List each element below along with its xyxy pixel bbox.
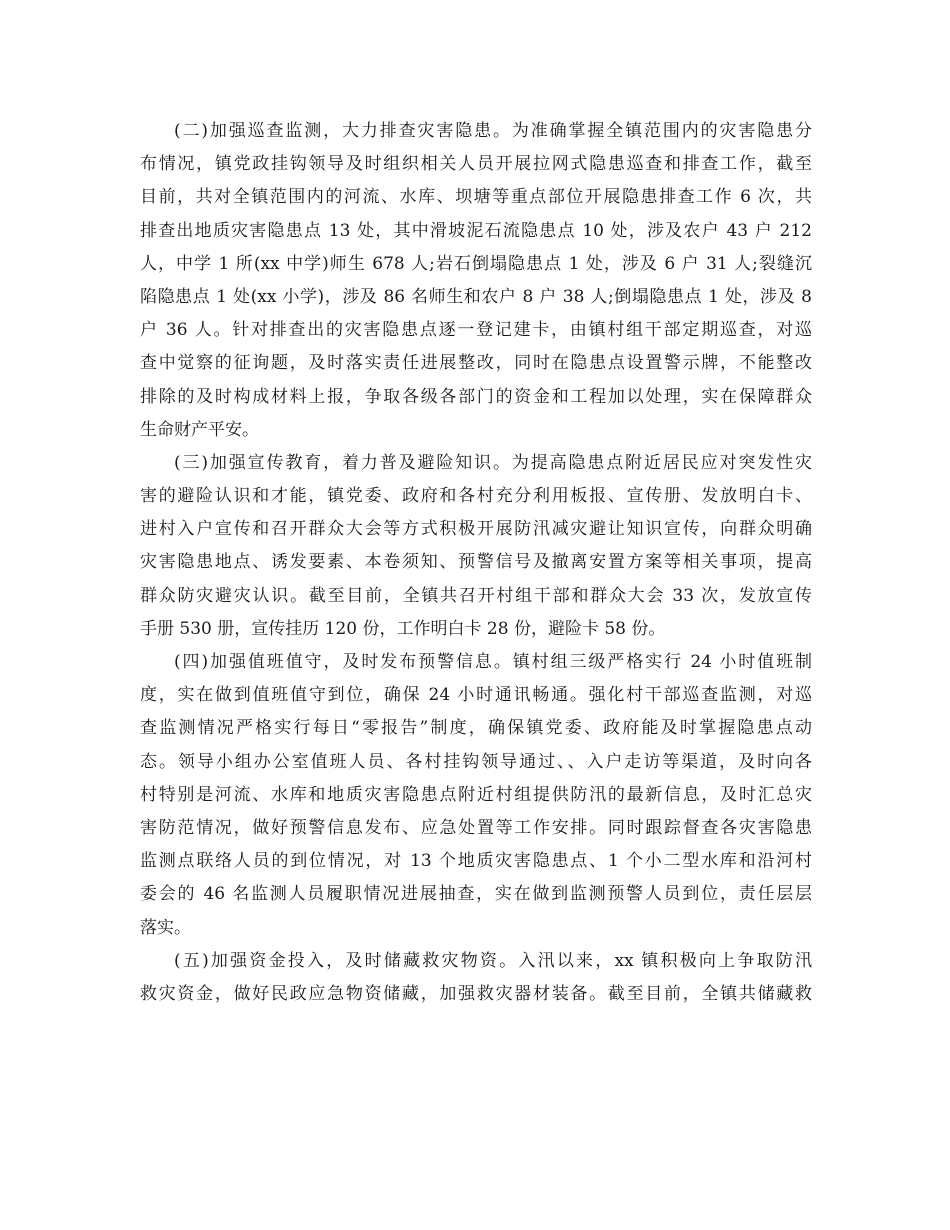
text-line: 灾害隐患地点、诱发要素、本卷须知、预警信号及撤离安置方案等相关事项，提高	[140, 552, 812, 573]
text-line: (三)加强宣传教育，着力普及避险知识。为提高隐患点附近居民应对突发性灾	[174, 452, 812, 473]
text-line: 进村入户宣传和召开群众大会等方式积极开展防汛减灾避让知识宣传，向群众明确	[140, 519, 812, 540]
text-line: (二)加强巡查监测，大力排查灾害隐患。为准确掌握全镇范围内的灾害隐患分	[174, 121, 812, 141]
document-page	[140, 115, 812, 1011]
text-line: 户 36 人。针对排查出的灾害隐患点逐一登记建卡，由镇村组干部定期巡查，对巡	[140, 320, 812, 341]
text-line: 陷隐患点 1 处(xx 小学)，涉及 86 名师生和农户 8 户 38 人;倒塌隐患点 1 处，涉及 8	[140, 286, 812, 307]
paragraph-2	[140, 115, 812, 447]
text-line: 群众防灾避灾认识。截至目前，全镇共召开村组干部和群众大会 33 次，发放宣传	[140, 585, 812, 606]
text-line: 害的避险认识和才能，镇党委、政府和各村充分利用板报、宣传册、发放明白卡、	[140, 486, 812, 507]
text-line: 生命财产平安。	[140, 419, 259, 440]
text-line: 态。领导小组办公室值班人员、各村挂钩领导通过、、入户走访等渠道，及时向各	[140, 751, 812, 772]
text-line: (五)加强资金投入，及时储藏救灾物资。入汛以来，xx 镇积极向上争取防汛	[174, 950, 812, 971]
text-line: 监测点联络人员的到位情况，对 13 个地质灾害隐患点、1 个小二型水库和沿河村	[140, 851, 812, 872]
text-line: 查监测情况严格实行每日“零报告”制度，确保镇党委、政府能及时掌握隐患点动	[140, 718, 812, 739]
text-line: 害防范情况，做好预警信息发布、应急处置等工作安排。同时跟踪督查各灾害隐患	[140, 817, 812, 838]
text-line: (四)加强值班值守，及时发布预警信息。镇村组三级严格实行 24 小时值班制	[174, 652, 812, 672]
text-line: 排查出地质灾害隐患点 13 处，其中滑坡泥石流隐患点 10 处，涉及农户 43 户 212	[140, 220, 812, 241]
text-line: 村特别是河流、水库和地质灾害隐患点附近村组提供防汛的最新信息，及时汇总灾	[140, 784, 812, 805]
text-line: 救灾资金，做好民政应急物资储藏，加强救灾器材装备。截至目前，全镇共储藏救	[140, 983, 812, 1004]
text-line: 排除的及时构成材料上报，争取各级各部门的资金和工程加以处理，实在保障群众	[140, 386, 812, 407]
text-line: 查中觉察的征询题，及时落实责任进展整改，同时在隐患点设置警示牌，不能整改	[140, 353, 812, 374]
text-line: 落实。	[140, 917, 191, 938]
text-line: 度，实在做到值班值守到位，确保 24 小时通讯畅通。强化村干部巡查监测，对巡	[140, 685, 812, 706]
text-line: 人，中学 1 所(xx 中学)师生 678 人;岩石倒塌隐患点 1 处，涉及 6 户 31 人;裂缝沉	[140, 253, 812, 274]
text-line: 布情况，镇党政挂钩领导及时组织相关人员开展拉网式隐患巡查和排查工作，截至	[140, 154, 812, 175]
text-line: 委会的 46 名监测人员履职情况进展抽查，实在做到监测预警人员到位，责任层层	[140, 884, 812, 905]
text-line: 目前，共对全镇范围内的河流、水库、坝塘等重点部位开展隐患排查工作 6 次，共	[140, 187, 812, 208]
paragraph-4	[140, 646, 812, 945]
paragraph-5	[140, 945, 812, 1011]
text-line: 手册 530 册，宣传挂历 120 份，工作明白卡 28 份，避险卡 58 份。	[140, 618, 666, 639]
paragraph-3	[140, 447, 812, 646]
